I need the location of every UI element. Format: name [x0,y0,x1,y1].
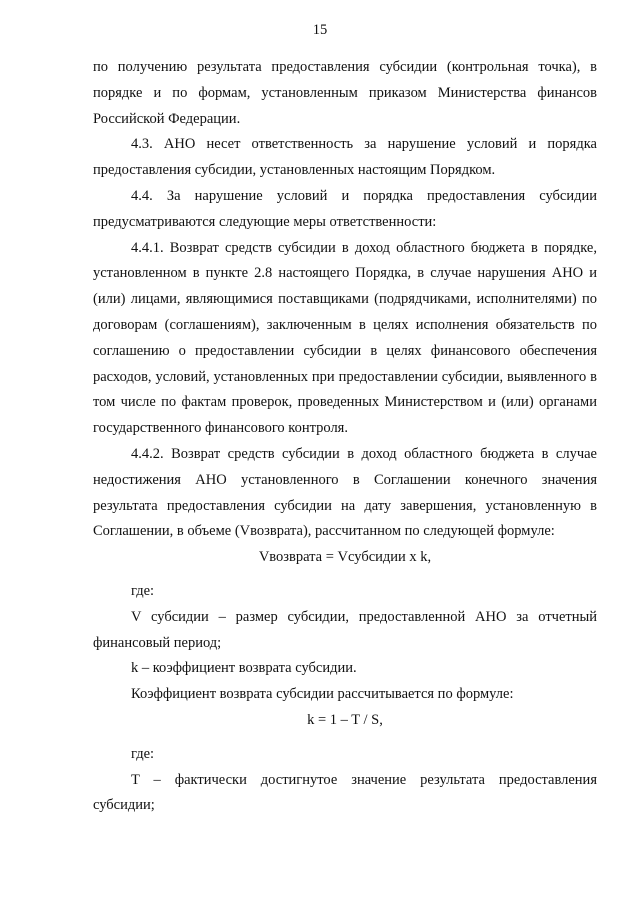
paragraph-4-4-1: 4.4.1. Возврат средств субсидии в доход областного бюджета в порядке, установленном в пункте 2.8 настоящего Порядка, в случае нарушения АНО и (или) лицами, являющимися поставщиками (подрядчиками, исполнителями) по договорам (соглашениям), заключенным в целях исполнения обязательств по соглашению о предоставлении субсидии в целях финансового обеспечения расходов, условий, установленных при предоставлении субсидии, выявленного в том числе по фактам проверок, проведенных Министерством и (или) органами государственного финансового контроля. [93,239,597,437]
paragraph-continuation: по получению результата предоставления субсидии (контрольная точка), в порядке и по формам, установленным приказом Министерства финансов Российской Федерации. [93,59,597,127]
definition-t: T – фактически достигнутое значение результата предоставления субсидии; [93,771,597,814]
paragraph-4-4: 4.4. За нарушение условий и порядка предоставления субсидии предусматриваются следующие меры ответственности: [93,187,597,230]
paragraph-4-3: 4.3. АНО несет ответственность за нарушение условий и порядка предоставления субсидии, установленных настоящим Порядком. [93,136,597,179]
document-body [93,55,597,819]
formula-coefficient: k = 1 – T / S, [307,711,383,728]
definition-v-subsidy: V субсидии – размер субсидии, предоставленной АНО за отчетный финансовый период; [93,608,597,651]
formula-refund-volume: Vвозврата = Vсубсидии х k, [258,549,432,566]
definition-k: k – коэффициент возврата субсидии. [131,660,357,677]
page-number: 15 [312,22,328,38]
where-label-1: где: [131,582,155,599]
where-label-2: где: [131,745,155,762]
paragraph-4-4-2: 4.4.2. Возврат средств субсидии в доход областного бюджета в случае недостижения АНО установленного в Соглашении конечного значения результата предоставления субсидии на дату завершения, установленную в Соглашении, в объеме (Vвозврата), рассчитанном по следующей формуле: [93,445,597,540]
coefficient-intro: Коэффициент возврата субсидии рассчитывается по формуле: [131,686,514,703]
